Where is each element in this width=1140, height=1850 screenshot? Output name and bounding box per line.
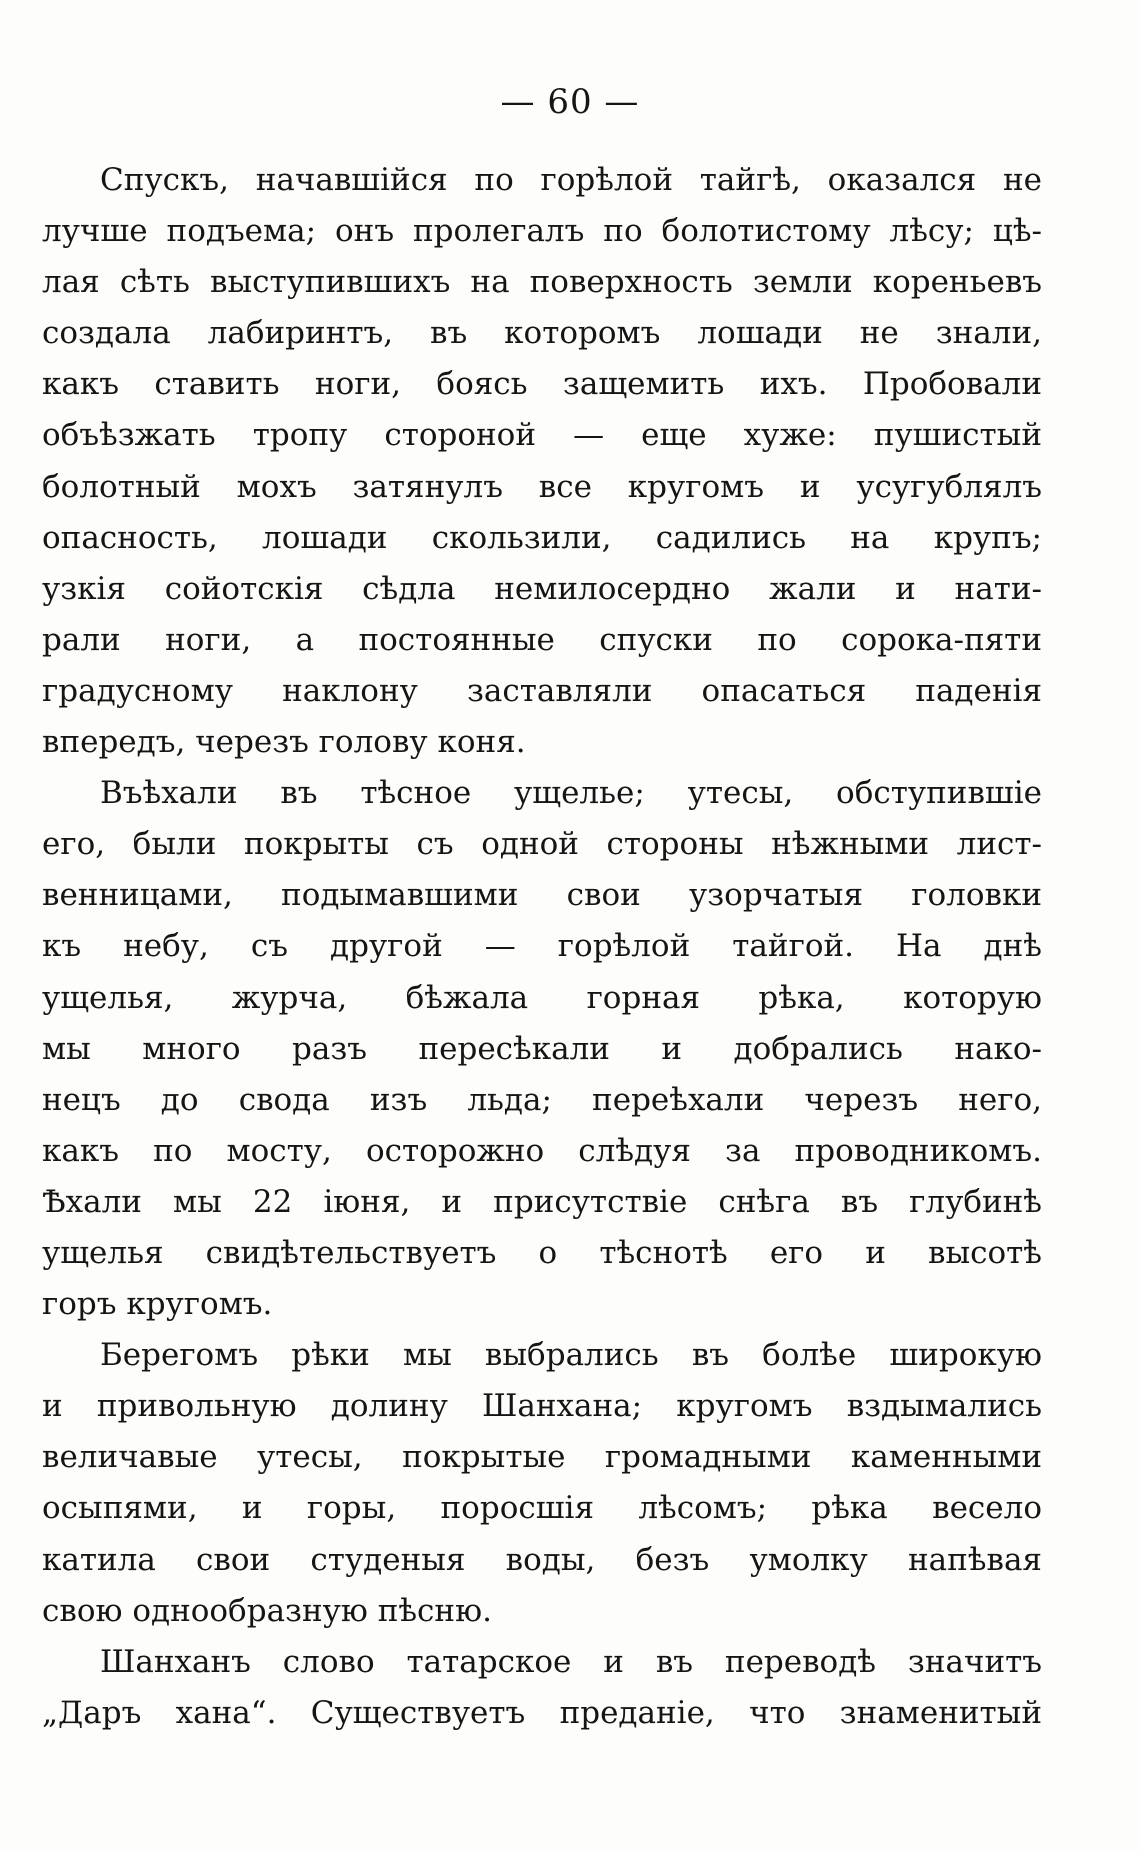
text-line: Берегомъ рѣки мы выбрались въ болѣе широкую <box>100 1337 1042 1374</box>
text-line: лучше подъема; онъ пролегалъ по болотистому лѣсу; цѣ- <box>42 213 1042 250</box>
text-line: мы много разъ пересѣкали и добрались нако- <box>42 1030 1042 1067</box>
paragraph-4 <box>42 1637 1042 1739</box>
paragraph-1 <box>42 155 1042 768</box>
text-line: „Даръ хана“. Существуетъ преданіе, что знаменитый <box>42 1694 1042 1731</box>
text-line: осыпями, и горы, поросшія лѣсомъ; рѣка весело <box>42 1490 1042 1527</box>
text-line: создала лабиринтъ, въ которомъ лошади не знали, <box>42 315 1042 352</box>
text-line: какъ ставить ноги, боясь защемить ихъ. Пробовали <box>42 366 1042 403</box>
text-line: объѣзжать тропу стороной — еще хуже: пушистый <box>42 417 1042 454</box>
text-line: его, были покрыты съ одной стороны нѣжными лист- <box>42 826 1042 863</box>
text-line: и привольную долину Шанхана; кругомъ вздымались <box>42 1388 1042 1425</box>
text-line: опасность, лошади скользили, садились на крупъ; <box>42 519 1042 556</box>
text-line: катила свои студеныя воды, безъ умолку напѣвая <box>42 1541 1042 1578</box>
text-line: болотный мохъ затянулъ все кругомъ и усугублялъ <box>42 468 1042 505</box>
text-line: ущелья свидѣтельствуетъ о тѣснотѣ его и высотѣ <box>42 1234 1042 1271</box>
text-line: Ѣхали мы 22 іюня, и присутствіе снѣга въ глубинѣ <box>42 1183 1042 1220</box>
text-line: ущелья, журча, бѣжала горная рѣка, которую <box>42 979 1042 1016</box>
text-line: Шанханъ слово татарское и въ переводѣ значитъ <box>100 1643 1042 1680</box>
paragraph-3 <box>42 1330 1042 1637</box>
text-line: венницами, подымавшими свои узорчатыя головки <box>42 877 1042 914</box>
text-line: какъ по мосту, осторожно слѣдуя за проводникомъ. <box>42 1132 1042 1169</box>
text-line: узкія сойотскія сѣдла немилосердно жали и нати- <box>42 570 1042 607</box>
text-line: Въѣхали въ тѣсное ущелье; утесы, обступившіе <box>100 775 1042 812</box>
text-line: лая сѣть выступившихъ на поверхность земли кореньевъ <box>42 264 1042 301</box>
paragraph-2 <box>42 768 1042 1330</box>
body-text <box>42 155 1042 1739</box>
text-line: горъ кругомъ. <box>42 1286 273 1323</box>
text-line: впередъ, черезъ голову коня. <box>42 724 526 761</box>
text-line: рали ноги, а постоянные спуски по сорока-пяти <box>42 621 1042 658</box>
text-line: градусному наклону заставляли опасаться паденія <box>42 672 1042 709</box>
text-line: Спускъ, начавшійся по горѣлой тайгѣ, оказался не <box>100 162 1042 198</box>
text-line: свою однообразную пѣсню. <box>42 1592 492 1629</box>
text-line: нецъ до свода изъ льда; переѣхали черезъ него, <box>42 1081 1042 1118</box>
text-line: величавые утесы, покрытые громадными каменными <box>42 1439 1042 1476</box>
page-number: — 60 — <box>500 82 640 122</box>
text-line: къ небу, съ другой — горѣлой тайгой. На днѣ <box>42 928 1042 965</box>
